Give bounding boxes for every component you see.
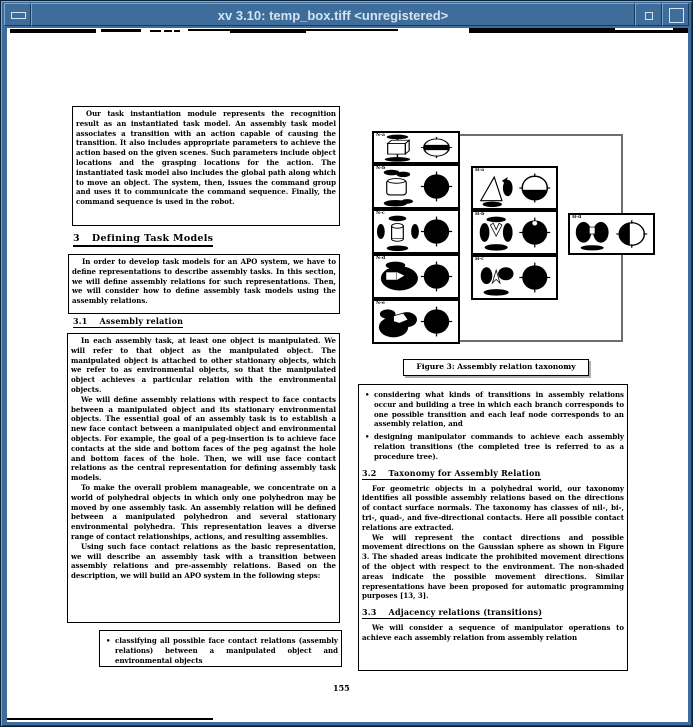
scan-artifact (174, 30, 180, 32)
window-menu-button[interactable] (4, 3, 31, 26)
paragraph: In order to develop task models for an APO system, we have to define representations to describe assembly tasks. In this section, we will define assembly relations for such representations. Then, we will consider how to define assembly task models using the assembly relations. (72, 257, 336, 306)
figure-cell (372, 131, 460, 164)
section-heading-3: 3 Defining Task Models (73, 233, 213, 247)
figure-cell-label: H-b (475, 212, 485, 217)
figure-cell (568, 213, 655, 255)
paragraph: Using such face contact relations as the basic representation, we will describe an assembly task with a transition between assembly relations and pre-assembly relations. Based on the description, we will build an APO system in the following steps: (71, 541, 336, 581)
scan-artifact (10, 29, 96, 33)
text-block-box (72, 106, 340, 226)
text-block-box (68, 254, 340, 314)
section-heading-3-1: 3.1 Assembly relation (73, 316, 184, 326)
figure-cell-label: N-e (376, 301, 385, 306)
figure-cell-label: N-d (376, 256, 386, 261)
maximize-button[interactable] (662, 3, 689, 26)
scan-artifact (150, 30, 161, 32)
figure-cell (372, 164, 460, 209)
window-title: xv 3.10: temp_box.tiff <unregistered> (31, 3, 635, 26)
paragraph: We will define assembly relations with respect to face contacts between a manipulated object and its stationary environmental objects. The essential goal of an assembly task is to establish a new face contact between a manipulated object and environmental objects. For example, the goal of a peg-insertion is to achieve face contacts at the side and bottom faces of the peg against the hole and bottom faces of the hole. Then, we will use face contact relations as the central representation for defining assembly task models. (71, 394, 336, 483)
figure-cell-drawing (374, 211, 458, 252)
image-canvas[interactable] (7, 28, 688, 722)
scan-artifact (673, 28, 688, 31)
figure-cell-drawing (374, 133, 458, 162)
paragraph: We will represent the contact directions and possible movement directions on the Gaussian sphere as shown in Figure 3. The shaded areas indicate the prohibited movement directions of the object with respect to the environment. The non-shaded areas indicate the possible movement directions. Similar representations have been proposed for automatic programming purposes [13, 3]. (362, 532, 624, 601)
figure-cell (471, 255, 558, 300)
figure-cell-drawing (473, 212, 556, 253)
figure-cell-drawing (473, 168, 556, 208)
figure-cell (372, 209, 460, 254)
figure-cell (372, 254, 460, 299)
bullet-item: • classifying all possible face contact relations (assembly relations) between a manipulated object and environmental objects (103, 636, 338, 665)
figure-caption: Figure 3: Assembly relation taxonomy (403, 359, 589, 376)
scan-artifact (7, 718, 213, 720)
maximize-icon (669, 8, 684, 23)
paragraph: For geometric objects in a polyhedral world, our taxonomy identifies all possible assembly relations based on the directions of contact surface normals. The taxonomy has classes of nil-, bi-, tri-, quad-, and five-directional contacts. Here all possible contact relations are extracted. (362, 483, 624, 532)
paragraph: To make the overall problem manageable, we concentrate on a world of polyhedral objects in which only one polyhedron may be moved by one assembly task. An assembly relation will be defined between a manipulated polyhedron and several stationary environmental polyhedra. This representation leaves a diverse range of contact relationships, actions, and resulting assemblies. (71, 482, 336, 541)
figure-cell (372, 299, 460, 344)
figure-cell (471, 166, 558, 210)
figure-cell-label: N-a (376, 133, 385, 138)
iconify-icon (645, 12, 653, 20)
paragraph: We will consider a sequence of manipulator operations to achieve each assembly relation from assembly relation (362, 623, 624, 642)
figure-cell-drawing (473, 257, 556, 298)
titlebar[interactable] (4, 3, 689, 26)
section-heading-3-2: 3.2 Taxonomy for Assembly Relation (362, 467, 541, 478)
page-number: 155 (333, 683, 350, 693)
figure-cell-label: H-c (475, 257, 484, 262)
figure-cell-drawing (374, 256, 458, 297)
figure-cell-label: H-a (475, 168, 485, 173)
scan-artifact (164, 30, 172, 32)
figure-cell-drawing (374, 166, 458, 207)
paragraph: Our task instantiation module represents the recognition result as an instantiated task model. An assembly task model associates a transition with an action capable of causing the transition. It also includes appropriate parameters to achieve the action based on the given scenes. Such parameters include object locations and the grasping locations for the action. The instantiated task model also includes the global path along which to move an object. The system, then, issues the command group and uses it to communicate the command sequence. Finally, the command sequence is used in the robot. (76, 109, 336, 207)
text-block-box (358, 384, 628, 671)
bullet-item: • designing manipulator commands to achieve each assembly relation transitions (the completed tree is referred to as a procedure tree). (362, 432, 624, 461)
figure-cell-label: N-c (376, 211, 385, 216)
bullet-item: • considering what kinds of transitions in assembly relations occur and building a tree in which each branch corresponds to one possible transition and each leaf node corresponds to an assembly relation, and (362, 390, 624, 429)
scan-artifact (101, 29, 141, 32)
text-block-box (67, 333, 340, 623)
figure-cell-label: N-b (376, 166, 386, 171)
text-block-box (99, 630, 342, 667)
figure-cell-drawing (570, 215, 653, 253)
iconify-button[interactable] (635, 3, 662, 26)
scan-artifact (230, 29, 306, 33)
window-menu-icon (11, 12, 26, 19)
section-heading-3-3: 3.3 Adjacency relations (transitions) (362, 607, 543, 618)
paragraph: In each assembly task, at least one object is manipulated. We will refer to that object as the manipulated object. The manipulated object is attached to other stationary objects, which we refer to as environmental objects, so that the manipulated object achieves a particular relation with the environmental objects. (71, 336, 336, 394)
figure-cell (471, 210, 558, 255)
scan-artifact (469, 28, 615, 33)
figure-cell-drawing (374, 301, 458, 342)
figure-cell-label: H-d (572, 215, 582, 220)
